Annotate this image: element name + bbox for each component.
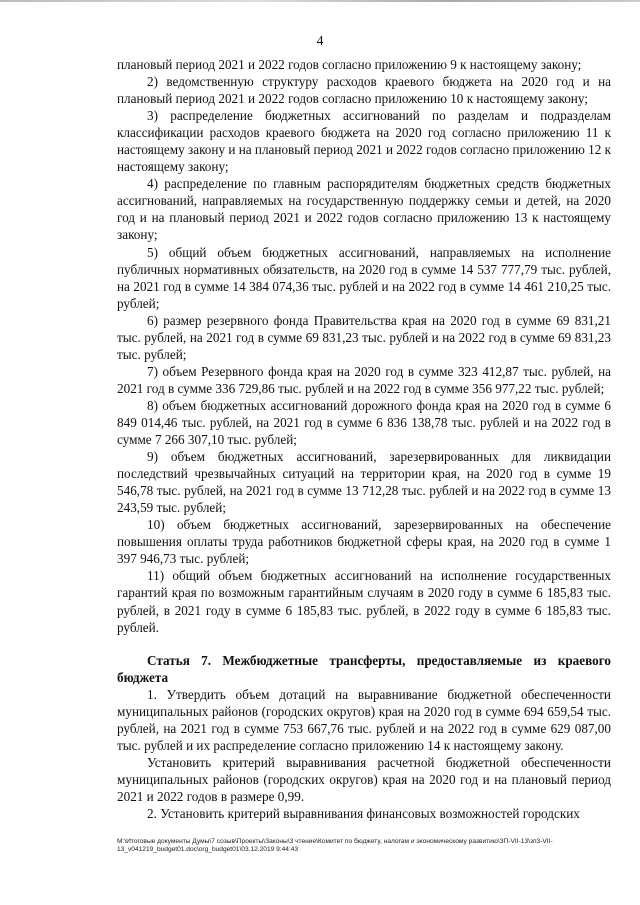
file-path-footer: М:\Итоговые документы Думы\7 созыв\Проекты\Законы\3 чтение\Комитет по бюджету, налогам и экономическому развитию\ЗП-VII-13\зп3-VII-13_v041219_budget01.doc\org_budget01\03.12.2019 9:44:43: [117, 838, 553, 853]
paragraph: 4) распределение по главным распорядителям бюджетных средств бюджетных ассигнований, направляемых на государственную поддержку семьи и детей, на 2020 год и на плановый период 2021 и 2022 годов согласно приложению 13 к настоящему закону;: [117, 176, 611, 243]
paragraph: 3) распределение бюджетных ассигнований по разделам и подразделам классификации расходов краевого бюджета на 2020 год согласно приложению 11 к настоящему закону и на плановый период 2021 и 2022 годов согласно приложению 12 к настоящему закону;: [117, 108, 612, 175]
paragraph: 2. Установить критерий выравнивания финансовых возможностей городских: [147, 806, 580, 822]
paragraph: 9) объем бюджетных ассигнований, зарезервированных для ликвидации последствий чрезвычайных ситуаций на территории края, на 2020 год в сумме 19 546,78 тыс. рублей, на 2021 год в сумме 13 712,28 тыс. рублей и на 2022 год в сумме 13 243,59 тыс. рублей;: [117, 449, 611, 516]
paragraph: 8) объем бюджетных ассигнований дорожного фонда края на 2020 год в сумме 6 849 014,46 тыс. рублей, на 2021 год в сумме 6 836 138,78 тыс. рублей и на 2022 год в сумме 7 266 307,10 тыс. рублей;: [117, 397, 611, 448]
paragraph: плановый период 2021 и 2022 годов согласно приложению 9 к настоящему закону;: [117, 57, 582, 72]
paragraph: 5) общий объем бюджетных ассигнований, направляемых на исполнение публичных нормативных обязательств, на 2020 год в сумме 14 537 777,79 тыс. рублей, на 2021 год в сумме 14 384 074,36 тыс. рублей и на 2022 год в сумме 14 461 210,25 тыс. рублей;: [117, 244, 611, 311]
paragraph: 6) размер резервного фонда Правительства края на 2020 год в сумме 69 831,21 тыс. рублей, на 2021 год в сумме 69 831,23 тыс. рублей и на 2022 год в сумме 69 831,23 тыс. рублей;: [117, 312, 611, 362]
article-body: [117, 686, 611, 822]
article-heading: Статья 7. Межбюджетные трансферты, предоставляемые из краевого бюджета: [117, 652, 611, 685]
document-body: [117, 56, 611, 822]
provisions-list: [117, 56, 611, 636]
paragraph: Установить критерий выравнивания расчетной бюджетной обеспеченности муниципальных районов (городских округов) края на 2020 год и на плановый период 2021 и 2022 годов в размере 0,99.: [117, 754, 611, 804]
paragraph: 10) объем бюджетных ассигнований, зарезервированных на обеспечение повышения оплаты труда работников бюджетной сферы края, на 2020 год в сумме 1 397 946,73 тыс. рублей;: [117, 517, 611, 567]
paragraph: 7) объем Резервного фонда края на 2020 год в сумме 323 412,87 тыс. рублей, на 2021 год в сумме 336 729,86 тыс. рублей и на 2022 год в сумме 356 977,22 тыс. рублей;: [117, 363, 611, 396]
paragraph: 1. Утвердить объем дотаций на выравнивание бюджетной обеспеченности муниципальных районов (городских округов) края на 2020 год в сумме 694 659,54 тыс. рублей, на 2021 год в сумме 753 667,76 тыс. рублей и на 2022 год в сумме 629 087,00 тыс. рублей и их распределение согласно приложению 14 к настоящему закону.: [117, 686, 611, 753]
paragraph: 2) ведомственную структуру расходов краевого бюджета на 2020 год и на плановый период 2021 и 2022 годов согласно приложению 10 к настоящему закону;: [117, 74, 611, 107]
paragraph: 11) общий объем бюджетных ассигнований на исполнение государственных гарантий края по возможным гарантийным случаям в 2020 году в сумме 6 185,83 тыс. рублей, в 2021 году в сумме 6 185,83 тыс. рублей, в 2022 году в сумме 6 185,83 тыс. рублей.: [117, 568, 611, 635]
scan-edge: [0, 0, 640, 2]
page-number: 4: [316, 34, 324, 49]
